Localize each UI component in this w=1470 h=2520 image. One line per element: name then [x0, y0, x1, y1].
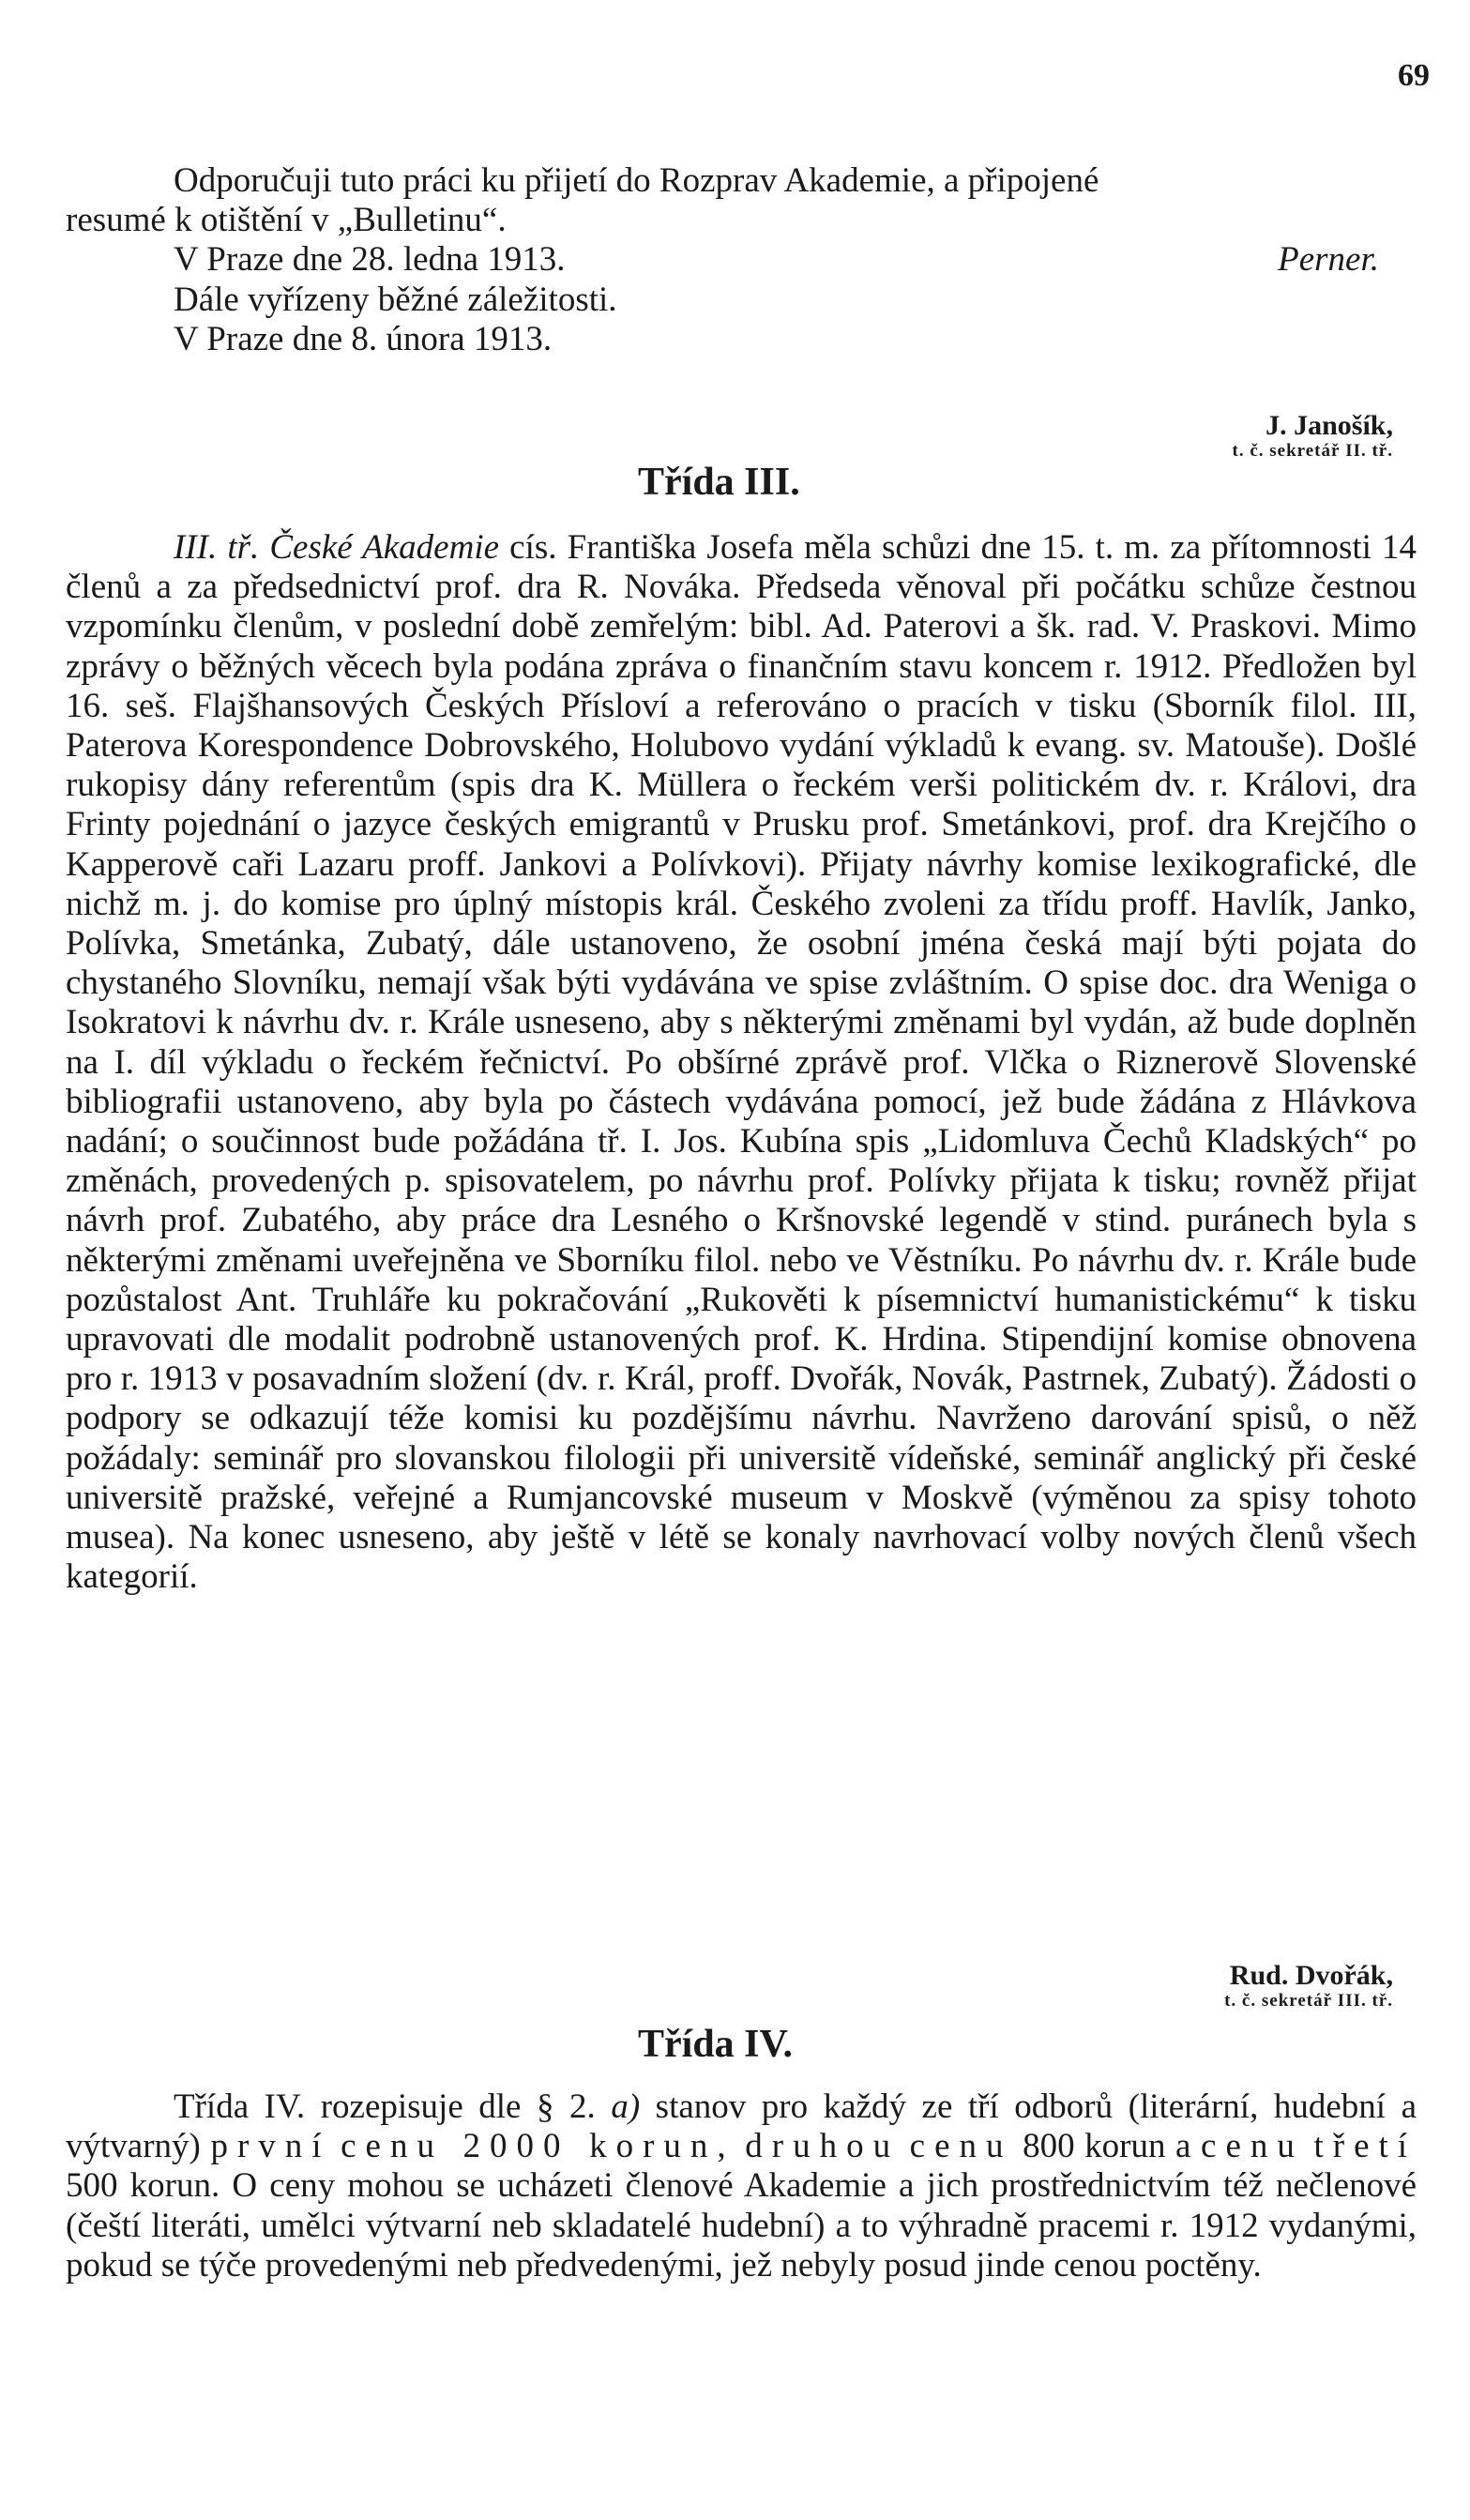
- intro-line-1: Odporučuji tuto práci ku přijetí do Rozprav Akademie, a připojené: [174, 161, 1099, 200]
- text-run-italic: a): [611, 2087, 641, 2126]
- spaced-word: cenu: [909, 2127, 1013, 2166]
- intro-block: [66, 161, 1417, 359]
- text-run: Třída IV. rozepisuje dle § 2.: [174, 2087, 596, 2126]
- signature-name: J. Janošík,: [1265, 410, 1393, 441]
- signature-role: t. č. sekretář III. tř.: [1224, 1991, 1393, 2011]
- text-run: 800 korun a: [1023, 2127, 1191, 2166]
- lead-italic: III. tř. České Akademie: [174, 528, 500, 567]
- spaced-word: třetí: [1313, 2127, 1417, 2166]
- section-3-text: cís. Františka Josefa měla schůzi dne 15. t. m. za přítomnosti 14 členů a za předsednictví prof. dra R. Nováka. Předseda věnoval při počátku schůze čestnou vzpomínku členům, v poslední době zemřelým: bibl. Ad. Paterovi a šk. rad. V. Praskovi. Mimo zprávy o běžných věcech byla podána zpráva o finančním stavu koncem r. 1912. Předložen byl 16. seš. Flajšhansových Českých Přísloví a referováno o pracích v tisku (Sborník filol. III, Paterova Korespondence Dobrovského, Holubovo vydání výkladů k evang. sv. Matouše). Došlé rukopisy dány referentům (spis dra K. Müllera o řeckém verši politickém dv. r. Královi, dra Frinty pojednání o jazyce českých emigrantů v Prusku prof. Smetánkovi, prof. dra Krejčího o Kapperově caři Lazaru proff. Jankovi a Polívkovi). Přijaty návrhy komise lexikografické, dle nichž m. j. do komise pro úplný místopis král. Českého zvoleni za třídu proff. Havlík, Janko, Polívka, Smetánka, Zubatý, dále ustanoveno, že osobní jména česká mají býti pojata do chystaného Slovníku, nemají však býti vydávána ve spise zvláštním. O spise doc. dra Weniga o Isokratovi k návrhu dv. r. Krále usneseno, aby s některými změnami byl vydán, až bude doplněn na I. díl výkladu o řeckém řečnictví. Po obšírné zprávě prof. Vlčka o Riznerově Slovenské bibliografii ustanoveno, aby byla po částech vydávána pomocí, jež bude žádána z Hlávkova nadání; o součinnost bude požádána tř. I. Jos. Kubína spis „Lidomluva Čechů Kladských“ po změnách, provedených p. spisovatelem, po návrhu prof. Polívky přijata k tisku; rovněž přijat návrh prof. Zubatého, aby práce dra Lesného o Kršnovské legendě v stind. puránech byla s některými změnami uveřejněna ve Sborníku filol. nebo ve Věstníku. Po návrhu dv. r. Krále bude pozůstalost Ant. Truhláře ku pokračování „Rukověti k písemnictví humanistickému“ k tisku upravovati dle modalit podrobně ustanovených prof. K. Hrdina. Stipendijní komise obnovena pro r. 1913 v posavadním složení (dv. r. Král, proff. Dvořák, Novák, Pastrnek, Zubatý). Žádosti o podpory se odkazují téže komisi ku pozdějšímu návrhu. Navrženo darování spisů, o něž požádaly: seminář pro slovanskou filologii při universitě vídeňské, seminář anglický při české universitě pražské, veřejné a Rumjancovské museum v Moskvě (výměnou za spisy tohoto musea). Na konec usneseno, aby ještě v létě se konaly navrhovací volby nových členů všech kategorií.: [66, 528, 1417, 1597]
- section-4-body: [66, 2087, 1417, 2285]
- section-3-body: [66, 528, 1417, 1597]
- intro-line-3: Dále vyřízeny běžné záležitosti.: [174, 280, 617, 319]
- spaced-word: cenu: [1201, 2127, 1304, 2166]
- signature-role: t. č. sekretář II. tř.: [1232, 441, 1393, 461]
- section-4-paragraph: [66, 2087, 1417, 2285]
- date-2: V Praze dne 8. února 1913.: [174, 319, 553, 358]
- text-run: 500 korun. O ceny mohou se ucházeti členové Akademie a jich prostřednictvím též nečlenové (čeští literáti, umělci výtvarní neb skladatelé hudební) a to výhradně pracemi r. 1912 vydanými, pokud se týče provedenými neb předvedenými, jež nebyly posud jinde cenou poctěny.: [66, 2166, 1417, 2285]
- date-1: V Praze dne 28. ledna 1913.: [174, 240, 566, 280]
- signature-dvorak: [1224, 1961, 1393, 2011]
- intro-line-2: resumé k otištění v „Bulletinu“.: [66, 201, 507, 240]
- spaced-word: druhou: [745, 2127, 901, 2166]
- text-run: stanov pro každý ze tří odborů (literární, hudební a výtvarný): [66, 2087, 1417, 2166]
- spaced-phrase: cenu 2000 korun,: [341, 2127, 735, 2166]
- signature-name: Rud. Dvořák,: [1229, 1960, 1393, 1991]
- section-heading-trida-3: Třída III.: [638, 461, 800, 504]
- date-signer-row: [66, 240, 1417, 280]
- spaced-word: první: [210, 2127, 331, 2166]
- signer-perner: Perner.: [1278, 240, 1379, 280]
- page-number: 69: [1398, 58, 1430, 93]
- section-3-paragraph: [66, 528, 1417, 1597]
- signature-janosik: [1233, 411, 1394, 462]
- section-heading-trida-4: Třída IV.: [638, 2023, 793, 2066]
